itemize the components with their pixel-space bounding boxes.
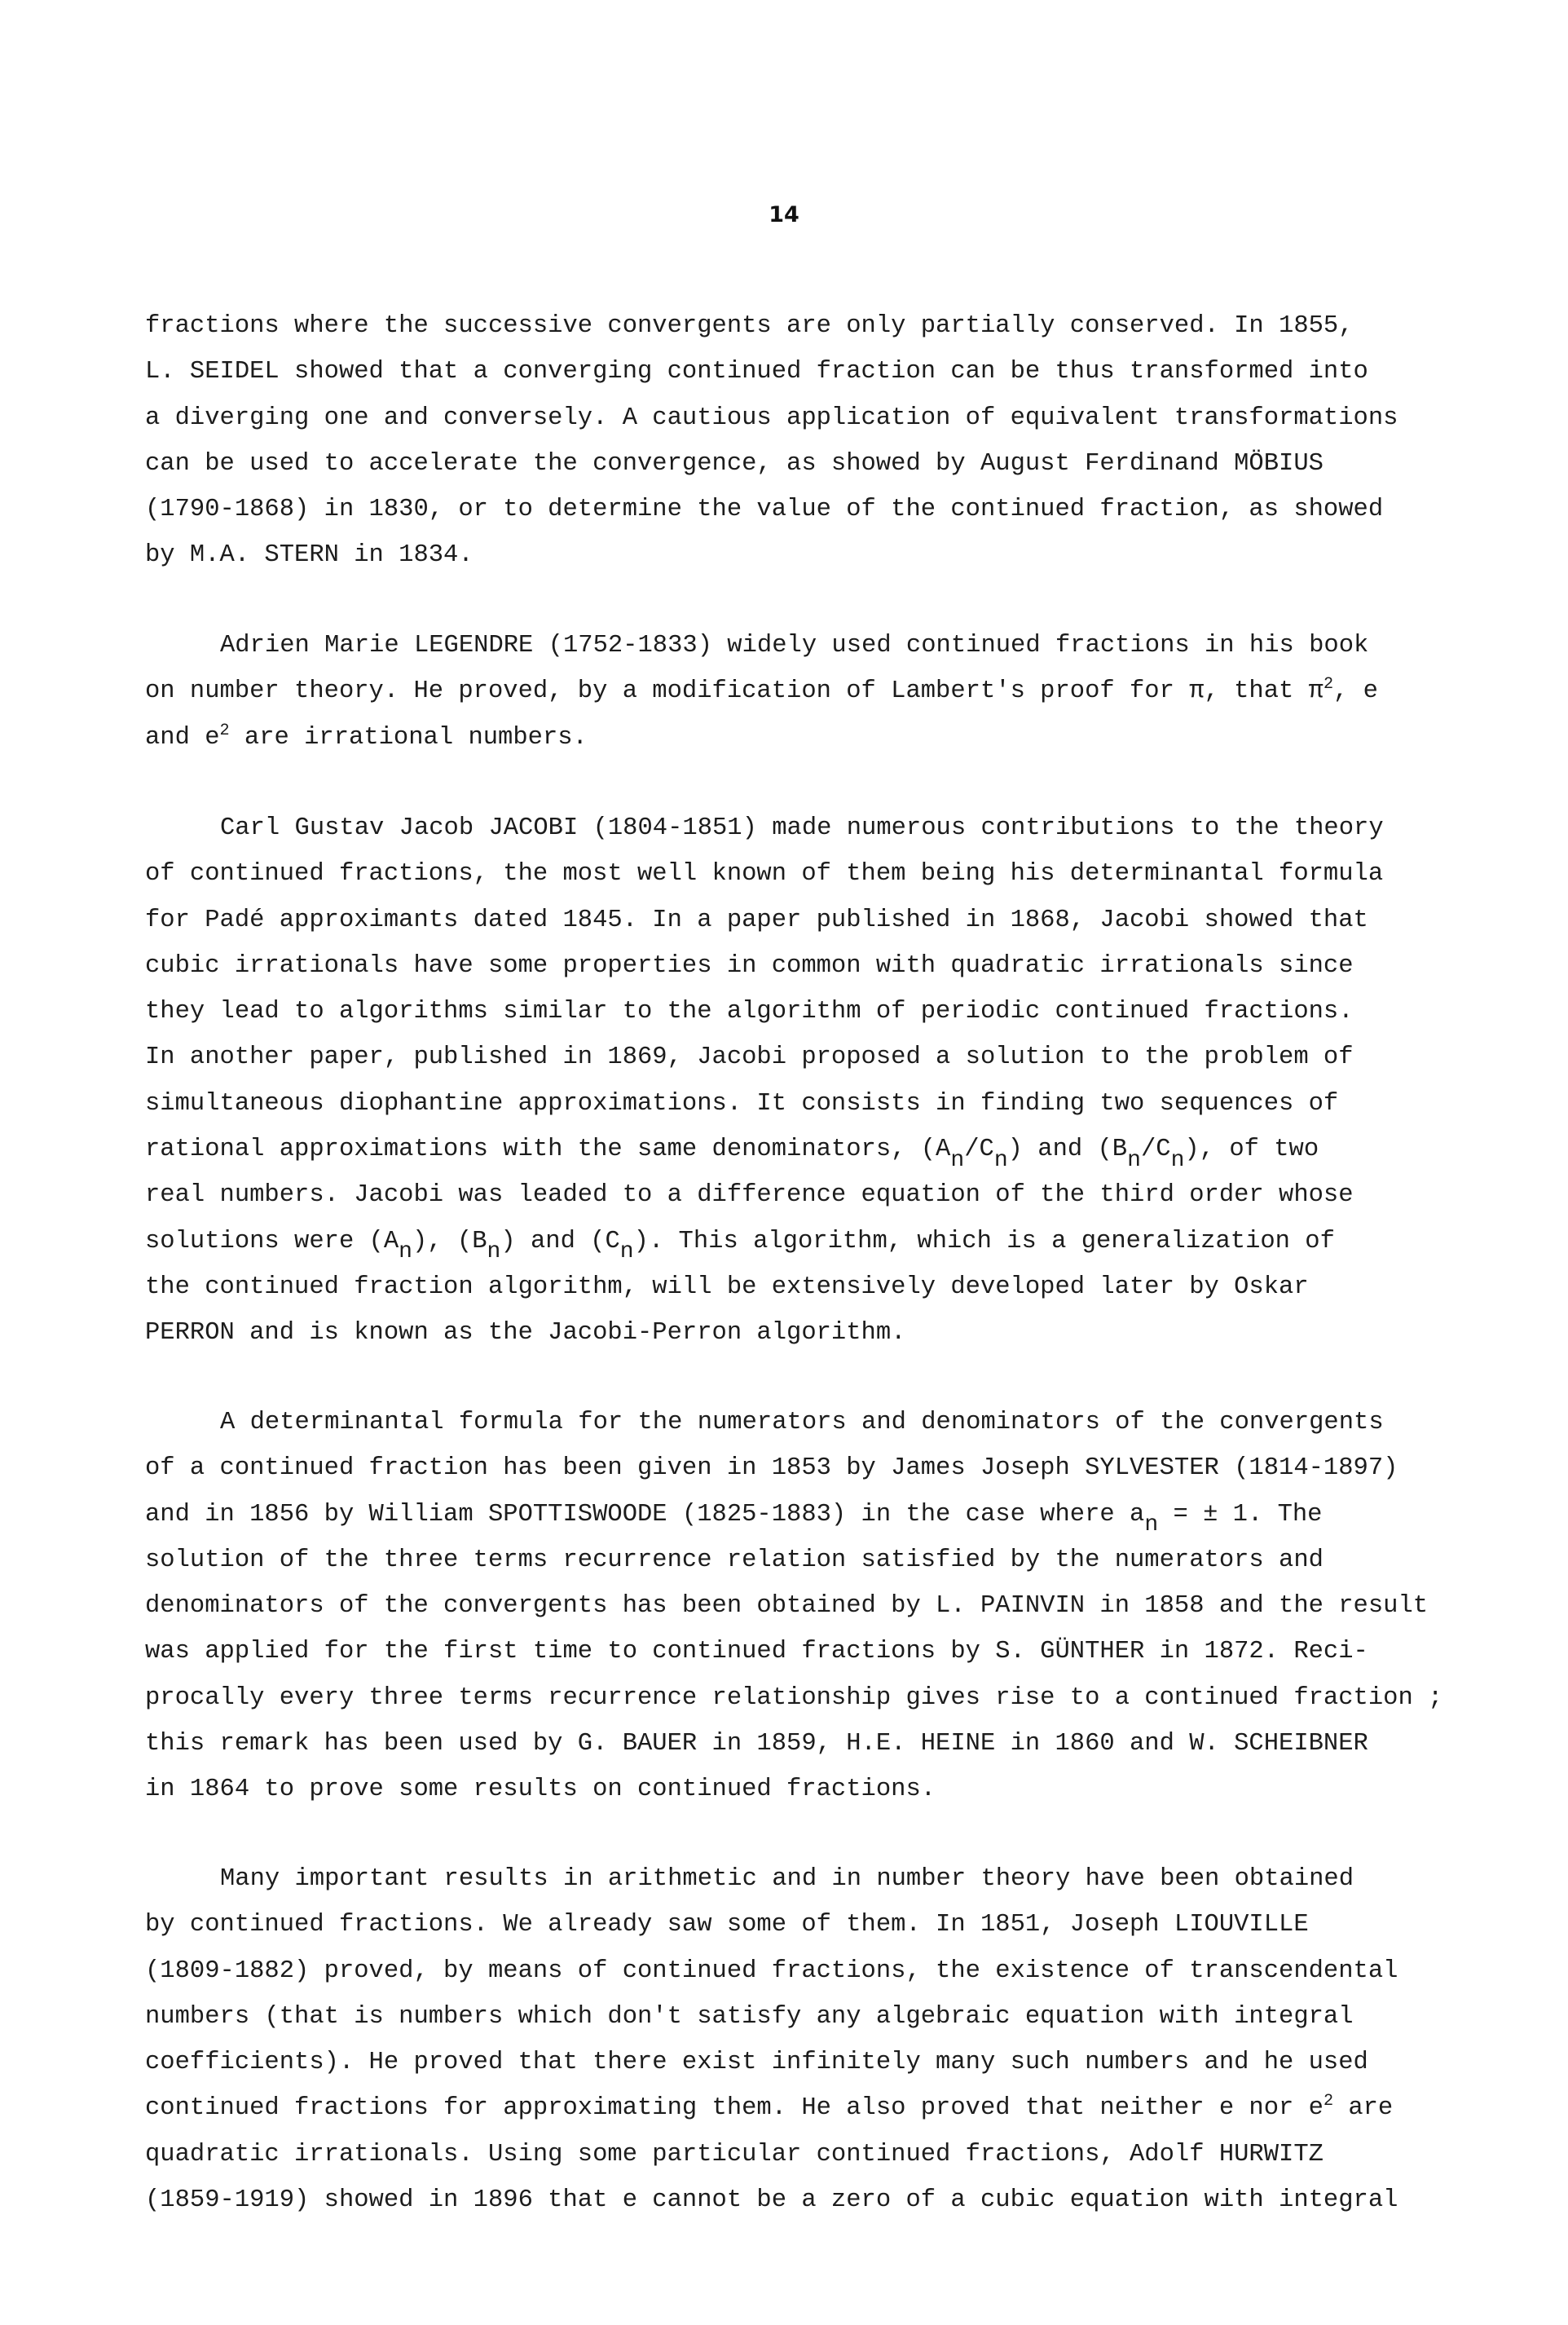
text-line-e-squared — [145, 715, 1482, 761]
text-line: cubic irrationals have some properties in common with quadratic irrationals since — [145, 951, 1354, 980]
text-line-e-squared — [145, 2085, 1482, 2131]
text-line: Adrien Marie LEGENDRE (1752-1833) widely used continued fractions in his book — [220, 632, 1369, 660]
text-segment: , e — [1333, 677, 1378, 706]
text-line: by M.A. STERN in 1834. — [145, 541, 473, 570]
text-line: (1790-1868) in 1830, or to determine the value of the continued fraction, as showed — [145, 496, 1384, 524]
text-segment: ), of two — [1184, 1136, 1319, 1164]
text-line: was applied for the first time to continued fractions by S. GÜNTHER in 1872. Reci- — [145, 1638, 1368, 1666]
text-line: in 1864 to prove some results on continued fractions. — [145, 1776, 936, 1804]
text-line: real numbers. Jacobi was leaded to a difference equation of the third order whose — [145, 1181, 1354, 1210]
page-number: 14 — [769, 202, 799, 227]
text-line-pi-squared — [145, 668, 1482, 714]
text-line: of continued fractions, the most well known of them being his determinantal formula — [145, 860, 1384, 889]
text-line: they lead to algorithms similar to the algorithm of periodic continued fractions. — [145, 998, 1354, 1026]
text-line: simultaneous diophantine approximations. It consists in finding two sequences of — [145, 1089, 1339, 1118]
text-segment: ), (B — [412, 1227, 487, 1255]
text-line: this remark has been used by G. BAUER in 1859, H.E. HEINE in 1860 and W. SCHEIBNER — [145, 1730, 1368, 1758]
text-segment: solutions were (A — [145, 1227, 399, 1255]
text-line-solutions — [145, 1219, 1482, 1264]
text-segment: /C — [964, 1136, 994, 1164]
subscript: n — [487, 1239, 501, 1265]
text-segment: rational approximations with the same denominators, (A — [145, 1136, 951, 1164]
text-line: Carl Gustav Jacob JACOBI (1804-1851) made numerous contributions to the theory — [220, 814, 1384, 842]
text-segment: continued fractions for approximating them. He also proved that neither e nor e — [145, 2094, 1324, 2123]
text-line: PERRON and is known as the Jacobi-Perron algorithm. — [145, 1319, 906, 1348]
paragraph-2 — [145, 623, 1482, 761]
text-segment: and in 1856 by William SPOTTISWOODE (1825-1883) in the case where a — [145, 1500, 1145, 1529]
subscript: n — [993, 1147, 1008, 1173]
superscript: 2 — [1323, 675, 1334, 695]
text-line: the continued fraction algorithm, will be extensively developed later by Oskar — [145, 1273, 1309, 1301]
text-segment: and e — [145, 723, 220, 752]
text-line: A determinantal formula for the numerators and denominators of the convergents — [220, 1409, 1384, 1436]
superscript: 2 — [1323, 2092, 1334, 2111]
subscript: n — [1127, 1147, 1141, 1173]
text-segment: ) and (C — [500, 1227, 620, 1255]
text-line: denominators of the convergents has been obtained by L. PAINVIN in 1858 and the result — [145, 1592, 1429, 1621]
text-line: Many important results in arithmetic and in number theory have been obtained — [220, 1865, 1354, 1893]
text-line: by continued fractions. We already saw some of them. In 1851, Joseph LIOUVILLE — [145, 1911, 1309, 1939]
subscript: n — [1144, 1512, 1159, 1538]
text-line: of a continued fraction has been given in 1853 by James Joseph SYLVESTER (1814-1897) — [145, 1454, 1398, 1483]
text-line: (1859-1919) showed in 1896 that e cannot be a zero of a cubic equation with integral — [145, 2186, 1398, 2215]
text-line: In another paper, published in 1869, Jacobi proposed a solution to the problem of — [145, 1043, 1354, 1072]
text-line: can be used to accelerate the convergence, as showed by August Ferdinand MÖBIUS — [145, 449, 1324, 478]
subscript: n — [950, 1147, 965, 1173]
subscript: n — [1170, 1147, 1185, 1173]
text-line-a-n — [145, 1492, 1482, 1538]
paragraph-4 — [145, 1400, 1482, 1813]
text-segment: /C — [1140, 1136, 1171, 1164]
superscript: 2 — [219, 721, 230, 740]
text-line: fractions where the successive convergents are only partially conserved. In 1855, — [145, 312, 1354, 340]
text-line: coefficients). He proved that there exist infinitely many such numbers and he used — [145, 2049, 1368, 2077]
text-segment: are — [1333, 2094, 1394, 2123]
subscript: n — [619, 1239, 634, 1265]
text-line: numbers (that is numbers which don't satisfy any algebraic equation with integral — [145, 2002, 1354, 2031]
text-line: L. SEIDEL showed that a converging continued fraction can be thus transformed into — [145, 358, 1368, 386]
text-line: procally every three terms recurrence relationship gives rise to a continued fraction ; — [145, 1683, 1443, 1712]
text-segment: ) and (B — [1007, 1136, 1128, 1164]
text-line: for Padé approximants dated 1845. In a paper published in 1868, Jacobi showed that — [145, 906, 1368, 934]
text-line-rational-approximations — [145, 1127, 1482, 1172]
paragraph-1 — [145, 303, 1482, 579]
text-segment: ). This algorithm, which is a generalization of — [633, 1227, 1335, 1255]
text-line: quadratic irrationals. Using some particular continued fractions, Adolf HURWITZ — [145, 2140, 1324, 2168]
text-line: (1809-1882) proved, by means of continued fractions, the existence of transcendental — [145, 1957, 1398, 1985]
text-segment: are irrational numbers. — [229, 723, 588, 752]
subscript: n — [399, 1239, 412, 1265]
paragraph-3 — [145, 805, 1482, 1357]
paragraph-5 — [145, 1856, 1482, 2223]
text-segment: on number theory. He proved, by a modification of Lambert's proof for π, that π — [145, 677, 1324, 706]
text-line: a diverging one and conversely. A cautious application of equivalent transformations — [145, 404, 1398, 432]
text-line: solution of the three terms recurrence relation satisfied by the numerators and — [145, 1546, 1324, 1574]
text-segment: = ± 1. The — [1158, 1500, 1323, 1529]
